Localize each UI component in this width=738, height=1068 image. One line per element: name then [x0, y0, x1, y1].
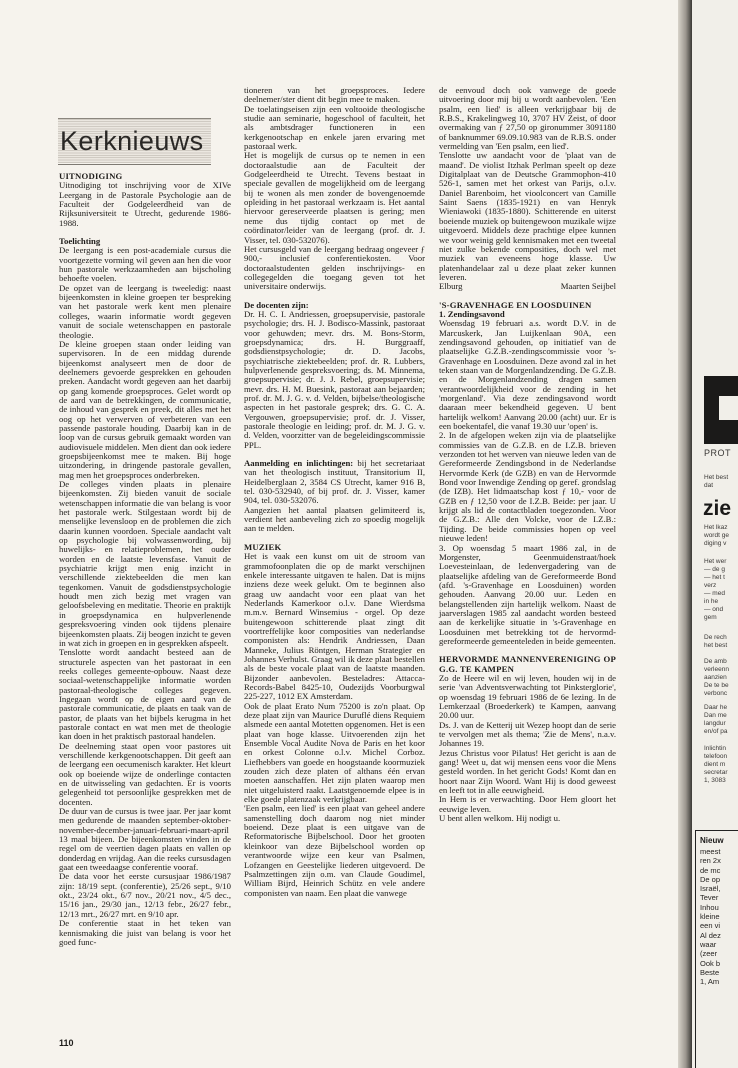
page-number: 110 — [59, 1038, 74, 1048]
fragment-lines-c: Het wer — de g — het t verz — med in he — ond gem — [704, 558, 727, 621]
paragraph: Het is vaak een kunst om uit de stroom van grammofoonplaten die op de markt verschijnen enkele interessante uitgaven te halen. Dat is mijns inziens deze week gelukt. Om te beginnen also graag uw aandacht voor een plaat van het Nederlands Kamerkoor o.l.v. Dane Wierdsma m.m.v. Bernard Winsemius - orgel. Op deze buitengewoon schitterende plaat zingt dit voortreffelijke koor composities van nederlandse componisten als: Hendrik Andriessen, Daan Manneke, Julius Röntgen, Herman Strategier en Johannes Verhulst. Graag wil ik deze plaat bestellen als de beste vocale plaat van de laatste maanden. Bijzonder aanbevolen. Besteladres: Attacca-Records-Babel 8425-10, Oudezijds Voorburgwal 225-227, 1012 EX Amsterdam. — [244, 551, 425, 702]
paragraph: In Hem is er verwachting. Door Hem gloort het eeuwige leven. — [439, 794, 616, 814]
aanmelding-text: bij het secretariaat van het theologisch instituut, Transitorium II, Heidelberglaan 2, 3584 CS Utrecht, kamer 916 B, tel. 030-532940, of bij prof. dr. J. Visser, kamer 904, tel. 030-532076. — [244, 458, 425, 506]
fragment-lines-b: Het lkaz wordt ge diging v — [704, 524, 729, 547]
paragraph: Zo de Heere wil en wij leven, houden wij in de serie 'van Adventsverwachting tot Pinksterglorie', op woensdag 19 februari 1986 de 6e lezing. In de Lemkerzaal (Broederkerk) te Kampen, aanvang 20.00 uur. — [439, 672, 616, 721]
fragment-box-lines: meest ren 2x de mc De op Israël, Tever Inhou kleine een vi Al dez waar (zeer Ook b Beste 1, Am — [700, 847, 721, 987]
heading-uitnodiging: UITNODIGING — [59, 171, 123, 181]
paragraph: 'Een psalm, een lied' is een plaat van geheel andere samenstelling doch daarom nog niet minder boeiend. Deze plaat is een uitgave van de Reformatorische Bijbelschool. Door het grooten kleinkoor van deze Bijbelschool worden op verantwoorde wijze een keur van Psalmen, Lofzangen en Geestelijke liederen uitgevoerd. De Psalmzettingen zijn o.m. van Claude Goudimel, William Bijrd, Heinrich Schütz en vele andere componisten van naam. Een plaat die vanwege — [244, 803, 425, 898]
fragment-lines-e: De amb verleenn aanzien De te be verbonc — [704, 658, 729, 697]
heading-aanmelding: Aanmelding en inlichtingen: — [244, 458, 354, 469]
paragraph: 2. In de afgelopen weken zijn via de plaatselijke commissies van de G.Z.B. en de I.Z.B. brieven verzonden tot het werven van nieuwe leden van de Gereformeerde Zendingsbond in de Nederlandse Hervormde Kerk (de GZB) en van de Hervormde Bond voor Inwendige Zending op geref. grondslag (de IZB). Het lidmaatschap kost ƒ 10,- voor de GZB en ƒ 12,50 voor de I.Z.B. Beide: per jaar. U krijgt als lid de contactbladen toegezonden. Voor de G.Z.B.: Alle den Volcke, voor de I.Z.B.: Tijding. De beide commissies hopen op veel nieuwe leden! — [439, 430, 616, 544]
paragraph: Het is mogelijk de cursus op te nemen in een doctoraalstudie aan de Faculteit der Godgeleerdheid te Utrecht. Tevens bestaat in speciale gevallen de mogelijkheid om de leergang bij te wonen als men zonder de bovengenoemde opleiding in het pastoraal werkzaam is. Het aantal hiervoor gereserveerde plaatsen is gering; men neme dus tijdig contact op met de coördinator/leider van de leergang (prof. dr. J. Visser, tel. 030-532076). — [244, 150, 425, 245]
book-gutter — [678, 0, 692, 1068]
column-1 — [59, 172, 231, 947]
facing-page-fragment — [692, 0, 738, 1068]
paragraph: Het cursusgeld van de leergang bedraag ongeveer ƒ 900,- inclusief conferentiekosten. Voor doctoraalstudenten gelden inschrijvings- en collegegelden die toegang geven tot het universitaire onderwijs. — [244, 243, 425, 292]
docenten-list: Dr. H. C. I. Andriessen, groepsupervisie, pastorale psychologie; drs. H. J. Bodisco-Massink, pastoraat voor gehuwden; mevr. drs. M. Bons-Storm, groepsdynamica; drs. H. Burggraaff, godsdienstpsychologie; dr. D. Jacobs, psychiatrische ziektebeelden; prof. dr. R. Lubbers, hulpverlenende gespreksvoering; ds. M. Minnema, groepsupervisie; dr. J. J. Rebel, groepsupervisie; mevr. drs. H. M. Buesink, pastoraat aan bejaarden; prof. dr. M. J. G. v. d. Velden, bijbelse/theologische aspecten in het pastorale gesprek; drs. G. C. A. Vergouwen, groepsupervisie; prof. dr. J. Visser, pastorale theologie en leiding; prof. dr. M. J. G. v. d. Velden, voorzitter van de begeleidingscommissie PPL. — [244, 308, 425, 450]
paragraph: U bent allen welkom. Hij nodigt u. — [439, 813, 561, 824]
paragraph: Tenslotte uw aandacht voor de 'plaat van de maand'. De violist Itzhak Perlman speelt op deze Digitalplaat van de Deutsche Grammophon-410 526-1, samen met het orkest van Parijs, o.l.v. Daniel Barenboim, het vioolconcert van Camille Saint Saens (1835-1921) en van Henryk Wieniawoki (1835-1880). Schitterende en uiterst boeiende muziek op buitengewoon muzikale wijze uitgevoerd. Middels deze prachtige elpee kunnen we voor weinig geld kennismaken met een tweetal niet zulke bekende composities, doch wel met muziek van eveneens hoge klasse. Uw platenhandelaar zal u deze plaat zeker kunnen leveren. — [439, 150, 616, 282]
signature-name: Maarten Seijbel — [560, 281, 616, 292]
paragraph: De kleine groepen staan onder leiding van supervisoren. In de een middag durende bijeenkomst analyseert men de door de deelnemers gevoerde gesprekken en gehouden preken. Aandacht wordt gegeven aan het daarbij op gang komende groepsproces. Gelet wordt op de aard van de betrekkingen, de communicatie, de inhoud van gesprek en preek, dit alles met het oog op het verwerven of verbeteren van een passende pastorale houding. Daarbij kan in de loop van de cursus gebruik gemaakt worden van audiovisuele middelen. Men dient dan ook iedere groepsbijeenkomst mee te maken. Bij hoge uitzondering, in dringende pastorale gevallen, mag men het groepsproces onderbreken. — [59, 338, 231, 480]
fragment-lines-d: De rech het best — [704, 634, 728, 649]
paragraph: De opzet van de leergang is tweeledig: naast bijeenkomsten in kleine groepen ter bespreking van het pastorale werk kent men plenaire colleges, waarin informatie wordt gegeven vanuit de sociale wetenschappen en pastorale theologie. — [59, 282, 231, 340]
fragment-lines-a: Het best dat — [704, 474, 729, 489]
column-2 — [244, 86, 425, 898]
fragment-zie: zie — [703, 497, 732, 520]
heading-muziek: MUZIEK — [244, 541, 282, 552]
paragraph: De leergang is een post-academiale cursus die voortgezette vorming wil geven aan hen die voor hun pastorale werkzaamheden aan bijscholing behoefte voelen. — [59, 245, 231, 284]
paragraph: Tenslotte wordt aandacht besteed aan de structurele aspecten van het pastoraat in een reeks colleges gemeente-opbouw. Naast deze sociaal-wetenschappelijke informatie worden pastoraal-theologische colleges gegeven. Ingegaan wordt op de eigen aard van de pastorale communicatie, de plaats en taak van de pastor, de plaats van het bijbels kerugma in het pastorale contact en wat men met de theologie kan doen in het praktisch pastoraal handelen. — [59, 647, 231, 742]
paragraph: tioneren van het groepsproces. Iedere deelnemer/ster dient dit begin mee te maken. — [244, 85, 425, 105]
paragraph: 3. Op woensdag 5 maart 1986 zal, in de Morgenster, Geenmuidenstraat/hoek Loevesteinlaan, de ledenvergadering van de plaatselijke afdeling van de Gereformeerde Bond (afd. 's-Gravenhage en Loosduinen) worden gehouden. Aanvang 20.00 uur. Leden en belangstellenden zijn hartelijk welkom. Naast de jaarverslagen 1985 zal aandacht worden besteed aan de kerkelijke situatie in 's-Gravenhage en Loosduinen met betrekking tot de hervormd-gereformeerde gemeenteleden in beide gemeenten. — [439, 542, 616, 646]
fragment-prot: PROT — [704, 448, 732, 458]
heading-kampen: HERVORMDE MANNENVERENIGING OP G.G. TE KAMPEN — [439, 654, 616, 674]
paragraph: De toelatingseisen zijn een voltooide theologische studie aan seminarie, hogeschool of faculteit, het als ambtsdrager functioneren in een kerkgenootschap en enkele jaren ervaring met pastoraal werk. — [244, 103, 425, 152]
paragraph: De duur van de cursus is twee jaar. Per jaar komt men gedurende de maanden september-oktober-november-december-januari-februari-maart-april 13 maal bijeen. De bijeenkomsten vinden in de regel om de veertien dagen plaats en vallen op donderdag en vrijdag. Aan die reeks cursusdagen gaat een tweedaagse conferentie vooraf. — [59, 806, 231, 873]
heading-toelichting: Toelichting — [59, 236, 101, 247]
paragraph: Ds. J. van de Ketterij uit Wezep hoopt dan de serie te vervolgen met als thema; 'Zie de Mens', n.a.v. Johannes 19. — [439, 719, 616, 749]
section-title-rule — [58, 164, 211, 165]
section-title: Kerknieuws — [60, 126, 204, 156]
paragraph: Woensdag 19 februari a.s. wordt D.V. in de Marcuskerk, Jan Luijkenlaan 90A, een zendingsavond gehouden, op initiatief van de plaatselijke G.Z.B.-zendingscommissie voor 's-Gravenhage en Loosduinen. Deze avond zal in het teken staan van de Morgenlandzending. De G.Z.B. en de Morgenlandzending dragen samen verantwoordelijkheid voor de zending in het 'morgenland'. Via deze zendingsavond wordt daaraan meer bekendheid gegeven. U bent hartelijk welkom! Aanvang 20.00 (acht) uur. Er is een boekentafel, die vanaf 19.30 uur 'open' is. — [439, 318, 616, 432]
paragraph: de eenvoud doch ook vanwege de goede uitvoering door mij bij u wordt aanbevolen. 'Een psalm, een lied' is alleen verkrijgbaar bij de R.B.S., Krakelingweg 10, 3707 HV Zeist, of door overmaking van ƒ 27,50 op gironummer 3091180 of banknummer 69.09.10.983 van de R.B.S. onder vermelding van 'Een psalm, een lied'. — [439, 85, 616, 152]
intro-paragraph: Uitnodiging tot inschrijving voor de XIVe Leergang in de Pastorale Psychologie aan de Faculteit der Godgeleerdheid van de Rijksuniversiteit te Utrecht, gedurende 1986-1988. — [59, 180, 231, 228]
paragraph: De deelneming staat open voor pastores uit verschillende kerkgenootschappen. Dit geeft aan de leergang een oecumenisch karakter. Het kleurt ook op boeiende wijze de onderlinge contacten en de uitwisseling van gedachten. Er is voorts gelegenheid tot persoonlijke gesprekken met de docenten. — [59, 740, 231, 807]
signature-place: Elburg — [439, 281, 463, 292]
fragment-lines-f: Daar he Dan me langdur en/of pa — [704, 704, 728, 735]
paragraph: De colleges vinden plaats in plenaire bijeenkomsten. Zij bieden vanuit de sociale wetenschappen informatie die van belang is voor het pastorale werk. Stilgestaan wordt bij de menselijke levensloop en de problemen die zich daarin kunnen voordoen. Speciale aandacht valt op psychologie bij volwassenwording, bij huwelijks- en relatieproblemen, het ouder worden en de laatste levensfase. Vanuit de psychiatrie krijgt men enig inzicht in verschillende ziektebeelden die men kan tegenkomen. Vanuit de godsdienstpsychologie houdt men zich bezig met vragen van geloofsbeleving en meditatie. Theorie en praktijk in groepsdynamica en hulpverlenende gespreksvoering vinden ook tijdens plenaire bijeenkomsten plaats. Zij beogen inzicht te geven in wat zich in groepen en in gesprekken afspeelt. — [59, 479, 232, 648]
fragment-lines-g: Inlichtin telefoon dient m secretar 1, 3083 — [704, 745, 728, 784]
column-3 — [439, 86, 616, 823]
heading-docenten: De docenten zijn: — [244, 299, 309, 310]
black-graphic-cutout — [719, 396, 738, 420]
heading-gravenhage: 'S-GRAVENHAGE EN LOOSDUINEN — [439, 299, 592, 310]
fragment-box-title: Nieuw — [700, 836, 724, 845]
paragraph: Jezus Christus voor Pilatus! Het gericht is aan de gang! Weet u, dat wij mensen eens voor die Mens gesteld worden. In het gericht Gods! Komt dan en hoort naar Zijn Woord. Want Hij is dood geweest en leeft tot in alle eeuwigheid. — [439, 747, 616, 796]
heading-zendingsavond: 1. Zendingsavond — [439, 308, 505, 319]
paragraph: De conferentie staat in het teken van kennismaking die juist van belang is voor het goed func- — [59, 918, 231, 947]
paragraph: Aangezien het aantal plaatsen gelimiteerd is, verdient het aanbeveling zich zo spoedig mogelijk aan te melden. — [244, 504, 425, 534]
paragraph: Ook de plaat Erato Num 75200 is zo'n plaat. Op deze plaat zijn van Maurice Duruflé diens Requiem alsmede een aantal Motetten opgenomen. Het is een plaat van hoge klasse. Uitvoerenden zijn het Ensemble Vocal Audite Nova de Paris en het koor en orkest Colonne o.l.v. Michel Corboz. Liefhebbers van goede en hoogstaande koormuziek zouden zich deze platen of althans één ervan moeten aanschaffen. Het zijn platen waarop men niet uitgeluisterd raakt. Laatstgenoemde elpee is in elke goede platenzaak verkrijgbaar. — [244, 700, 425, 805]
signature-line — [439, 282, 616, 291]
paragraph: De data voor het eerste cursusjaar 1986/1987 zijn: 18/19 sept. (conferentie), 25/26 sept., 9/10 okt., 23/24 okt., 6/7 nov., 20/21 nov., 4/5 dec., 15/16 jan., 29/30 jan., 12/13 febr., 26/27 febr., 12/13 mrt., 26/27 mrt. en 9/10 apr. — [59, 871, 231, 919]
